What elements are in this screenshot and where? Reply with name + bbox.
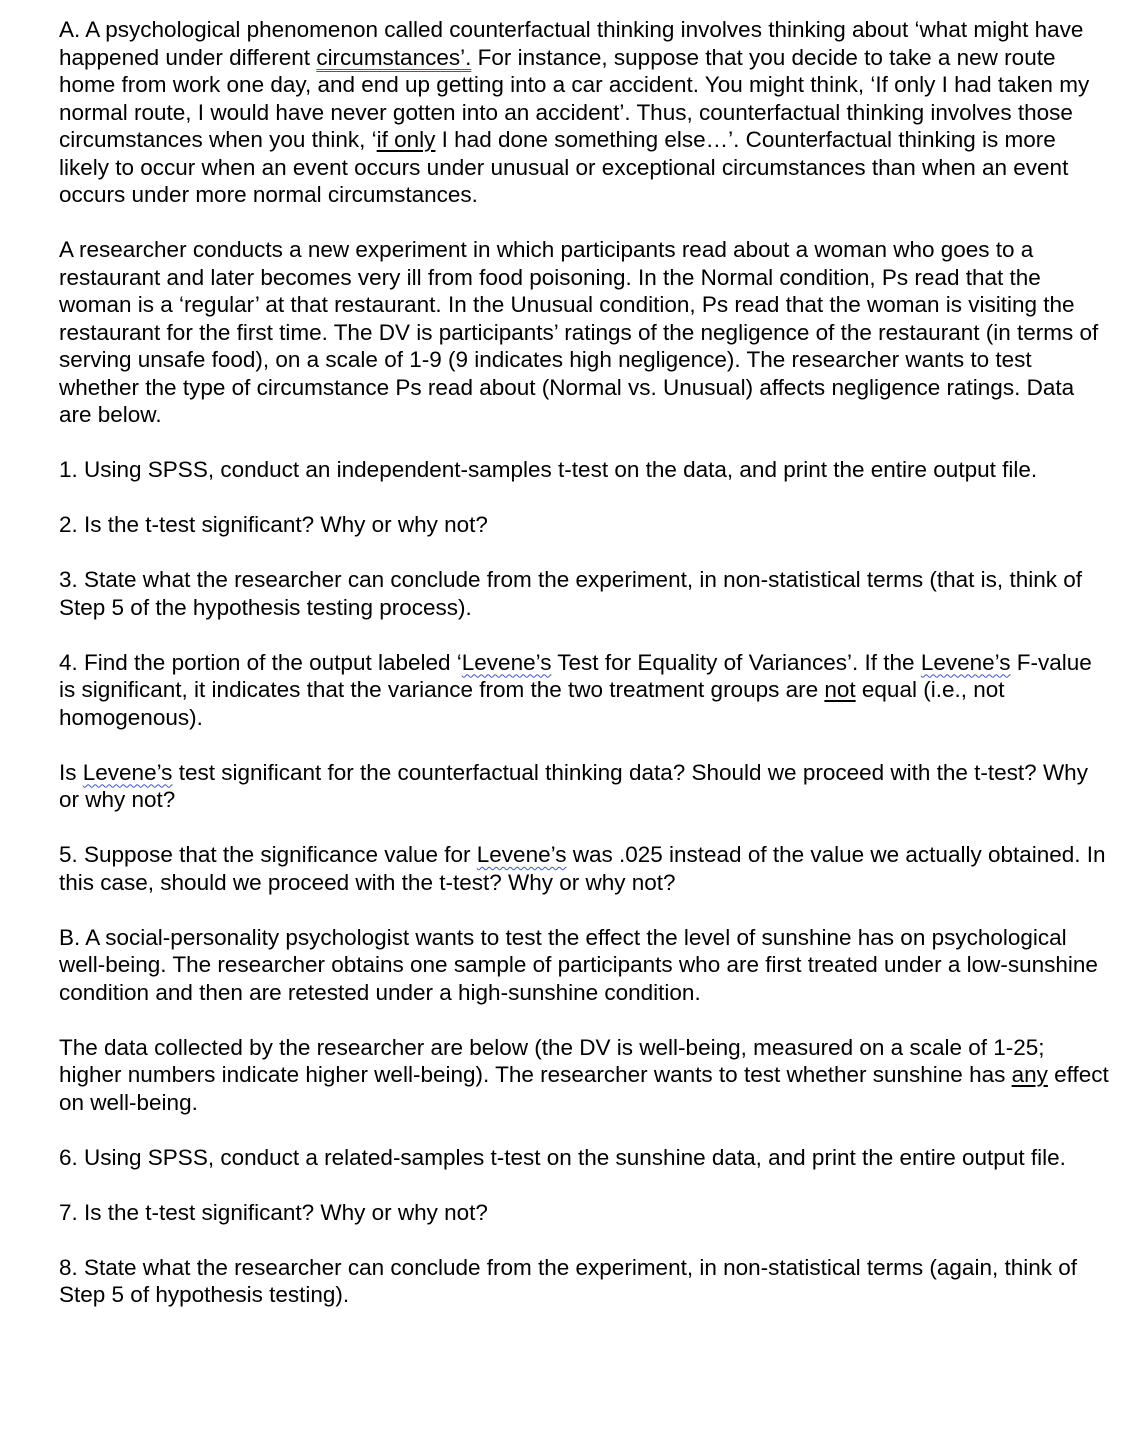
question-4b-text-2: test significant for the counterfactual thinking data? Should we proceed with the t-test? Why or why not? <box>59 759 1088 812</box>
any-underlined: any <box>1011 1062 1048 1087</box>
spell-flag-levene-4: Levene’s <box>476 842 567 867</box>
spell-flag-levene-2: Levene’s <box>920 649 1011 675</box>
section-a-intro <box>59 16 1109 209</box>
question-4-text-3: F-value is significant, it indicates that the variance from the two treatment groups are <box>59 649 1092 702</box>
if-only-underlined: if only <box>376 127 436 152</box>
grammar-flag-circumstances: circumstances’. <box>316 44 472 70</box>
section-a-intro-text-2: For instance, suppose that you decide to take a new route home from work one day, and end up getting into a car accident. You might think, ‘If only I had taken my normal route, I would have never gotten into an accident’. Thus, counterfactual thinking involves those circumstances when you think, ‘ <box>59 44 1090 152</box>
question-6: 6. Using SPSS, conduct a related-samples t-test on the sunshine data, and print the entire output file. <box>59 1144 1066 1170</box>
question-4-text-2: Test for Equality of Variances’. If the <box>551 649 921 675</box>
section-b-intro: B. A social-personality psychologist wants to test the effect the level of sunshine has on psychological well-being. The researcher obtains one sample of participants who are first treated under a low-sunshine condition and then are retested under a high-sunshine condition. <box>59 924 1098 1005</box>
question-3: 3. State what the researcher can conclude from the experiment, in non-statistical terms (that is, think of Step 5 of the hypothesis testing process). <box>59 567 1082 620</box>
section-b-data-text-2: effect on well-being. <box>59 1062 1109 1115</box>
section-b-data-text-1: The data collected by the researcher are below (the DV is well-being, measured on a scale of 1-25; higher numbers indicate higher well-being). The researcher wants to test whether sunshine has <box>59 1034 1045 1087</box>
question-4-followup <box>59 759 1109 814</box>
question-7: 7. Is the t-test significant? Why or why not? <box>59 1199 488 1225</box>
document-page <box>59 16 1109 1309</box>
spell-flag-levene-1: Levene’s <box>461 649 552 675</box>
question-8: 8. State what the researcher can conclude from the experiment, in non-statistical terms (again, think of Step 5 of hypothesis testing). <box>59 1254 1078 1307</box>
question-5-text-1: 5. Suppose that the significance value for <box>59 842 477 867</box>
spell-flag-levene-3: Levene’s <box>82 759 173 785</box>
question-5-text-2: was .025 instead of the value we actually obtained. In this case, should we proceed with the t-test? Why or why not? <box>59 842 1106 895</box>
question-4-text-4: equal (i.e., not homogenous). <box>59 677 1005 730</box>
question-4-text-1: 4. Find the portion of the output labeled ‘ <box>59 649 462 675</box>
section-a-intro-text-1: A. A psychological phenomenon called counterfactual thinking involves thinking about ‘what might have happened under different <box>59 17 1084 70</box>
question-4 <box>59 649 1109 732</box>
section-a-intro-text-3: I had done something else…’. Counterfactual thinking is more likely to occur when an event occurs under unusual or exceptional circumstances than when an event occurs under more normal circumstances. <box>59 127 1069 207</box>
question-2: 2. Is the t-test significant? Why or why not? <box>59 512 488 537</box>
experiment-description: A researcher conducts a new experiment in which participants read about a woman who goes to a restaurant and later becomes very ill from food poisoning. In the Normal condition, Ps read that the woman is a ‘regular’ at that restaurant. In the Unusual condition, Ps read that the woman is visiting the restaurant for the first time. The DV is participants’ ratings of the negligence of the restaurant (in terms of serving unsafe food), on a scale of 1-9 (9 indicates high negligence). The researcher wants to test whether the type of circumstance Ps read about (Normal vs. Unusual) affects negligence ratings. Data are below. <box>59 237 1099 427</box>
question-1: 1. Using SPSS, conduct an independent-samples t-test on the data, and print the entire output file. <box>59 457 1038 482</box>
question-5 <box>59 841 1109 896</box>
section-b-data-description <box>59 1034 1109 1117</box>
question-4b-text-1: Is <box>59 759 83 785</box>
not-underlined: not <box>824 677 856 702</box>
